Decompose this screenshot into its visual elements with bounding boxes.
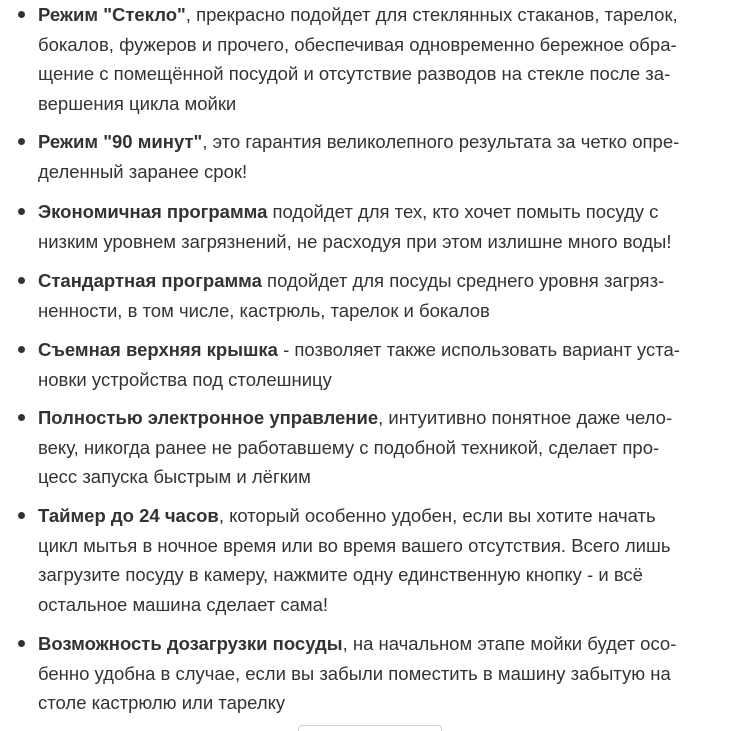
feature-name: Таймер до 24 часов bbox=[38, 505, 219, 526]
text-line: столе кастрюлю или тарелку bbox=[38, 692, 286, 714]
text-line bbox=[38, 335, 680, 365]
bullet-icon bbox=[18, 346, 25, 353]
text-line: низким уровнем загрязнений, не расходуя при этом излишне много воды! bbox=[38, 230, 672, 252]
text-line: деленный заранее срок! bbox=[38, 160, 248, 182]
feature-text: , это гарантия великолепного результата за четко опре- bbox=[202, 131, 680, 152]
bullet-icon bbox=[18, 640, 25, 647]
text-line: остальное машина сделает сама! bbox=[38, 593, 329, 615]
text-line: вершения цикла мойки bbox=[38, 92, 237, 114]
bullet-icon bbox=[18, 414, 25, 421]
bullet-icon bbox=[18, 208, 25, 215]
feature-name: Возможность дозагрузки посуды bbox=[38, 633, 343, 654]
text-line bbox=[38, 0, 678, 30]
feature-name: Режим "Стекло" bbox=[38, 4, 186, 25]
feature-name: Экономичная программа bbox=[38, 201, 268, 222]
text-line: щение с помещённой посудой и отсутствие разводов на стекле после за- bbox=[38, 63, 671, 85]
feature-text: , который особенно удобен, если вы хотите начать bbox=[218, 505, 656, 526]
text-line bbox=[38, 266, 664, 296]
feature-text: подойдет для тех, кто хочет помыть посуду с bbox=[267, 201, 659, 222]
bullet-icon bbox=[18, 138, 25, 145]
feature-name: Режим "90 минут" bbox=[38, 131, 203, 152]
text-line: бенно удобна в случае, если вы забыли поместить в машину забытую на bbox=[38, 662, 671, 684]
text-line: веку, никогда ранее не работавшему с подобной техникой, сделает про- bbox=[38, 436, 660, 458]
feature-name: Стандартная программа bbox=[38, 270, 262, 291]
text-line: новки устройства под столешницу bbox=[38, 368, 332, 390]
text-line bbox=[38, 629, 676, 659]
bullet-icon bbox=[18, 11, 25, 18]
bullet-icon bbox=[18, 277, 25, 284]
bullet-icon bbox=[18, 512, 25, 519]
feature-text: - позволяет также использовать вариант уста- bbox=[277, 339, 680, 360]
text-line: цикл мытья в ночное время или во время вашего отсутствия. Всего лишь bbox=[38, 534, 671, 556]
feature-text: подойдет для посуды среднего уровня загряз- bbox=[261, 270, 665, 291]
text-line bbox=[38, 197, 658, 227]
bottom-divider bbox=[298, 725, 442, 731]
feature-text: , прекрасно подойдет для стеклянных стаканов, тарелок, bbox=[185, 4, 678, 25]
feature-name: Полностью электронное управление bbox=[38, 407, 379, 428]
text-line: ненности, в том числе, кастрюль, тарелок и бокалов bbox=[38, 299, 490, 321]
text-line: цесс запуска быстрым и лёгким bbox=[38, 466, 311, 488]
feature-name: Съемная верхняя крышка bbox=[38, 339, 278, 360]
text-line bbox=[38, 501, 656, 531]
feature-text: , на начальном этапе мойки будет осо- bbox=[342, 633, 677, 654]
text-line bbox=[38, 127, 679, 157]
text-line: загрузите посуду в камеру, нажмите одну единственную кнопку - и всё bbox=[38, 564, 643, 586]
feature-text: , интуитивно понятное даже чело- bbox=[378, 407, 673, 428]
text-line: бокалов, фужеров и прочего, обеспечивая одновременно бережное обра- bbox=[38, 33, 677, 55]
text-line bbox=[38, 403, 672, 433]
